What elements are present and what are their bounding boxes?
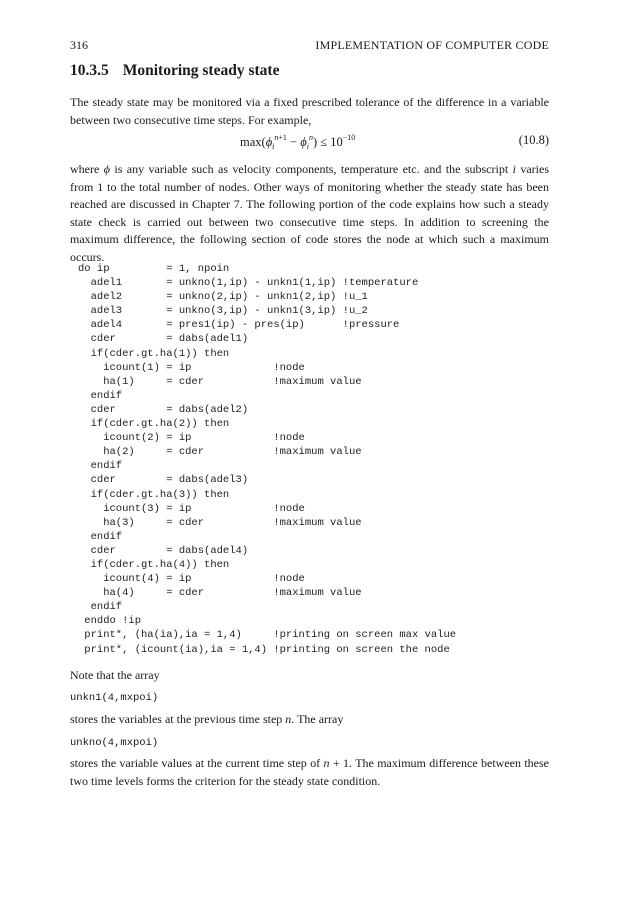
- code-line: if(cder.gt.ha(4)) then: [78, 558, 230, 571]
- code-listing: [78, 262, 456, 657]
- code-line: adel4 = pres1(ip) - pres(ip) !pressure: [78, 319, 400, 332]
- code-line: endif: [78, 601, 123, 614]
- equation-10-8: [70, 133, 549, 153]
- code-line: ha(3) = cder !maximum value: [78, 516, 362, 529]
- code-line: icount(2) = ip !node: [78, 432, 305, 445]
- code-line: if(cder.gt.ha(2)) then: [78, 418, 230, 431]
- code-line: cder = dabs(adel1): [78, 333, 249, 346]
- code-line: print*, (icount(ia),ia = 1,4) !printing on screen the node: [78, 643, 450, 656]
- section-number: 10.3.5: [70, 62, 109, 79]
- code-line: print*, (ha(ia),ia = 1,4) !printing on screen max value: [78, 629, 457, 642]
- note-paragraph: Note that the array: [70, 668, 160, 682]
- code-line: icount(1) = ip !node: [78, 361, 305, 374]
- code-line: ha(4) = cder !maximum value: [78, 587, 362, 600]
- code-line: endif: [78, 460, 123, 473]
- code-line: do ip = 1, npoin: [78, 263, 230, 275]
- running-title: IMPLEMENTATION OF COMPUTER CODE: [315, 38, 549, 52]
- explanation-paragraph: where ϕ is any variable such as velocity components, temperature etc. and the subscript i varies from 1 to the total number of nodes. Other ways of monitoring whether the steady state has been reached are discussed in Chapter 7. The following portion of the code explains how such a steady state check is carried out between two consecutive time steps. In addition to screening the maximum difference, the following section of code stores the node at which such a maximum occurs.: [70, 162, 550, 264]
- array-current: unkno(4,mxpoi): [70, 737, 159, 749]
- code-line: adel1 = unkno(1,ip) - unkn1(1,ip) !temperature: [78, 277, 419, 290]
- page-number: 316: [70, 38, 88, 52]
- code-line: cder = dabs(adel4): [78, 544, 249, 557]
- code-line: cder = dabs(adel2): [78, 403, 249, 416]
- code-line: adel3 = unkno(3,ip) - unkn1(3,ip) !u_2: [78, 305, 368, 318]
- previous-step-paragraph: stores the variables at the previous time step n. The array: [70, 712, 344, 726]
- code-line: cder = dabs(adel3): [78, 474, 249, 487]
- section-heading: [70, 62, 279, 80]
- code-line: icount(4) = ip !node: [78, 573, 305, 586]
- code-line: if(cder.gt.ha(3)) then: [78, 488, 230, 501]
- code-line: adel2 = unkno(2,ip) - unkn1(2,ip) !u_1: [78, 291, 368, 304]
- current-step-paragraph: stores the variable values at the current time step of n + 1. The maximum difference between these two time levels forms the criterion for the steady state condition.: [70, 756, 549, 788]
- intro-paragraph: The steady state may be monitored via a fixed prescribed tolerance of the difference in a variable between two consecutive time steps. For example,: [70, 95, 549, 127]
- code-line: icount(3) = ip !node: [78, 502, 305, 515]
- code-line: ha(2) = cder !maximum value: [78, 446, 362, 459]
- equation-expression: $\max(\phi_i^{n+1} - \phi_i^n) \le 10^{-10}$: [240, 133, 356, 151]
- code-line: endif: [78, 389, 123, 402]
- equation-number: (10.8): [518, 133, 549, 147]
- code-line: enddo !ip: [78, 615, 142, 628]
- code-line: if(cder.gt.ha(1)) then: [78, 347, 230, 360]
- array-previous: unkn1(4,mxpoi): [70, 692, 159, 704]
- section-title: Monitoring steady state: [122, 62, 280, 79]
- code-line: ha(1) = cder !maximum value: [78, 375, 362, 388]
- code-line: endif: [78, 530, 123, 543]
